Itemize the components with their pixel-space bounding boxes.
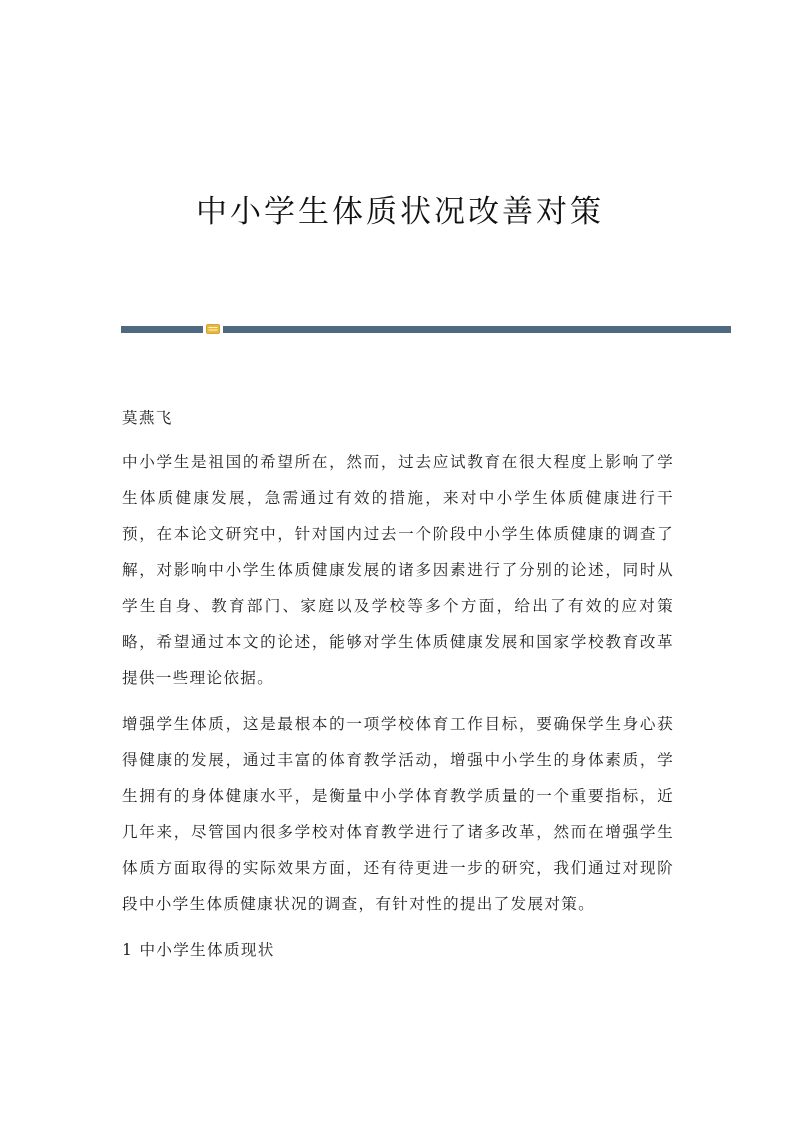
title-divider — [121, 326, 731, 333]
book-emblem-icon — [206, 323, 220, 335]
divider-left-segment — [121, 326, 203, 333]
intro-paragraph: 增强学生体质，这是最根本的一项学校体育工作目标，要确保学生身心获得健康的发展，通过丰富的体育教学活动，增强中小学生的身体素质，学生拥有的身体健康水平，是衡量中小学体育教学质量的一个重要指标，近几年来，尽管国内很多学校对体育教学进行了诸多改革，然而在增强学生体质方面取得的实际效果方面，还有待更进一步的研究，我们通过对现阶段中小学生体质健康状况的调查，有针对性的提出了发展对策。 — [122, 715, 674, 913]
page-title: 中小学生体质状况改善对策 — [196, 194, 604, 230]
section-heading: 1 中小学生体质现状 — [122, 941, 275, 959]
divider-right-segment — [223, 326, 731, 333]
abstract-paragraph: 中小学生是祖国的希望所在，然而，过去应试教育在很大程度上影响了学生体质健康发展，急需通过有效的措施，来对中小学生体质健康进行干预，在本论文研究中，针对国内过去一个阶段中小学生体质健康的调查了解，对影响中小学生体质健康发展的诸多因素进行了分别的论述，同时从学生自身、教育部门、家庭以及学校等多个方面，给出了有效的应对策略，希望通过本文的论述，能够对学生体质健康发展和国家学校教育改革提供一些理论依据。 — [122, 453, 674, 687]
document-body — [122, 400, 674, 978]
author-name: 莫燕飞 — [122, 409, 173, 427]
